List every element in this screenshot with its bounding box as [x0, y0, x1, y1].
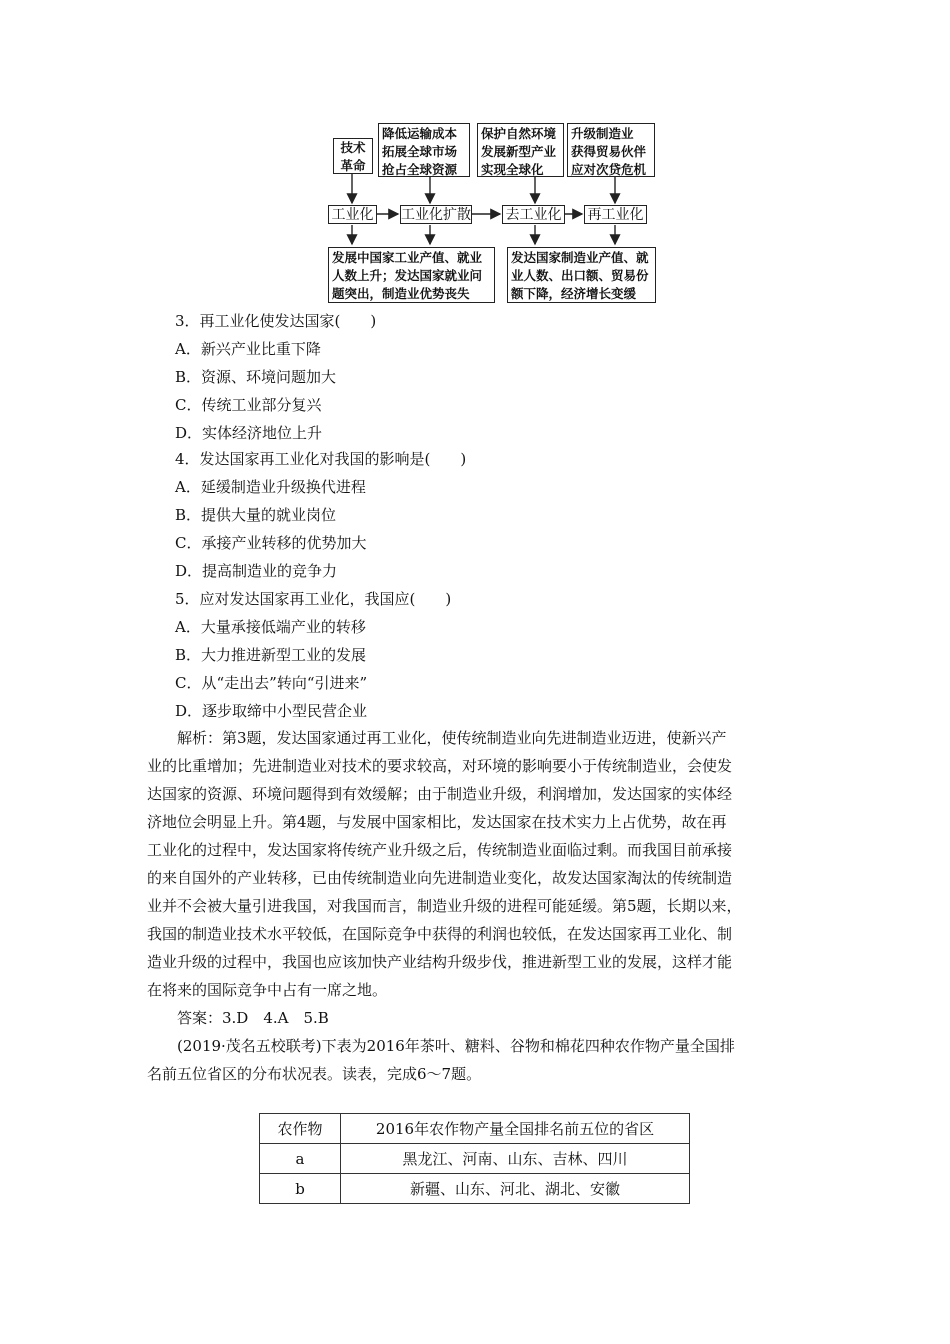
deindustrialization-reasons-box: 保护自然环境 发展新型产业 实现全球化 [477, 123, 564, 177]
option: C．从“走出去”转向“引进来” [175, 674, 368, 692]
stage-deindustrialization: 去工业化 [502, 205, 565, 224]
option: B．资源、环境问题加大 [175, 368, 337, 386]
table-header-row [260, 1114, 690, 1144]
option: D．实体经济地位上升 [175, 424, 323, 442]
crop-ranking-table [259, 1113, 690, 1204]
question-4 [147, 445, 807, 585]
tech-revolution-box: 技术 革命 [333, 138, 373, 174]
option: D．提高制造业的竞争力 [175, 562, 338, 580]
option: A．大量承接低端产业的转移 [175, 618, 366, 636]
industrialization-flow-diagram [0, 0, 950, 310]
stage-industrialization: 工业化 [328, 205, 377, 224]
table-cell: b [260, 1174, 341, 1204]
question-5-stem: 5．应对发达国家再工业化，我国应( ) [175, 590, 452, 608]
stage-reindustrialization: 再工业化 [584, 205, 647, 224]
table-header-cell: 2016年农作物产量全国排名前五位的省区 [341, 1114, 690, 1144]
option: B．提供大量的就业岗位 [175, 506, 337, 524]
option: D．逐步取缔中小型民营企业 [175, 702, 368, 720]
question-4-stem: 4．发达国家再工业化对我国的影响是( ) [175, 450, 467, 468]
option: A．新兴产业比重下降 [175, 340, 321, 358]
table-row [260, 1174, 690, 1204]
answer-line: 答案：3.D 4.A 5.B [147, 1009, 329, 1027]
intro-paragraph: (2019·茂名五校联考)下表为2016年茶叶、糖料、谷物和棉花四种农作物产量全国排 名前五位省区的分布状况表。读表，完成6～7题。 [147, 1037, 735, 1083]
table-cell: a [260, 1144, 341, 1174]
table-cell: 新疆、山东、河北、湖北、安徽 [341, 1174, 690, 1204]
option: C．承接产业转移的优势加大 [175, 534, 367, 552]
stage-industrialization-diffusion: 工业化扩散 [401, 207, 471, 223]
question-5 [147, 585, 807, 725]
table-row [260, 1144, 690, 1174]
table-header-cell: 农作物 [260, 1114, 341, 1144]
option: A．延缓制造业升级换代进程 [175, 478, 366, 496]
question-3-stem: 3．再工业化使发达国家( ) [175, 312, 377, 330]
question-3 [147, 307, 807, 447]
diffusion-reasons-box: 降低运输成本 拓展全球市场 抢占全球资源 [378, 123, 470, 177]
option: C．传统工业部分复兴 [175, 396, 322, 414]
analysis-paragraph: 解析：第3题，发达国家通过再工业化，使传统制造业向先进制造业迈进，使新兴产 业的比重增加；先进制造业对技术的要求较高，对环境的影响要小于传统制造业，会使发 达国家的资源、环境问题得到有效缓解；由于制造业升级，利润增加，发达国家的实体经 济地位会明显上升。第4题，与发展中国家相比，发达国家在技术实力上占优势，故在再 工业化的过程中，发达国家将传统产业升级之后，传统制造业面临过剩。而我国目前承接 的来自国外的产业转移，已由传统制造业向先进制造业变化，故发达国家淘汰的传统制造 业并不会被大量引进我国，对我国而言，制造业升级的进程可能延缓。第5题，长期以来， 我国的制造业技术水平较低，在国际竞争中获得的利润也较低，在发达国家再工业化、制 造业升级的过程中，我国也应该加快产业结构升级步伐，推进新型工业的发展，这样才能 在将来的国际竞争中占有一席之地。 [147, 729, 742, 999]
developed-country-outcome-box: 发达国家制造业产值、就 业人数、出口额、贸易份 额下降，经济增长变缓 [507, 247, 656, 303]
option: B．大力推进新型工业的发展 [175, 646, 367, 664]
reindustrialization-reasons-box: 升级制造业 获得贸易伙伴 应对次贷危机 [567, 123, 655, 177]
developing-country-outcome-box: 发展中国家工业产值、就业 人数上升；发达国家就业问 题突出，制造业优势丧失 [328, 247, 495, 303]
table-cell: 黑龙江、河南、山东、吉林、四川 [341, 1144, 690, 1174]
